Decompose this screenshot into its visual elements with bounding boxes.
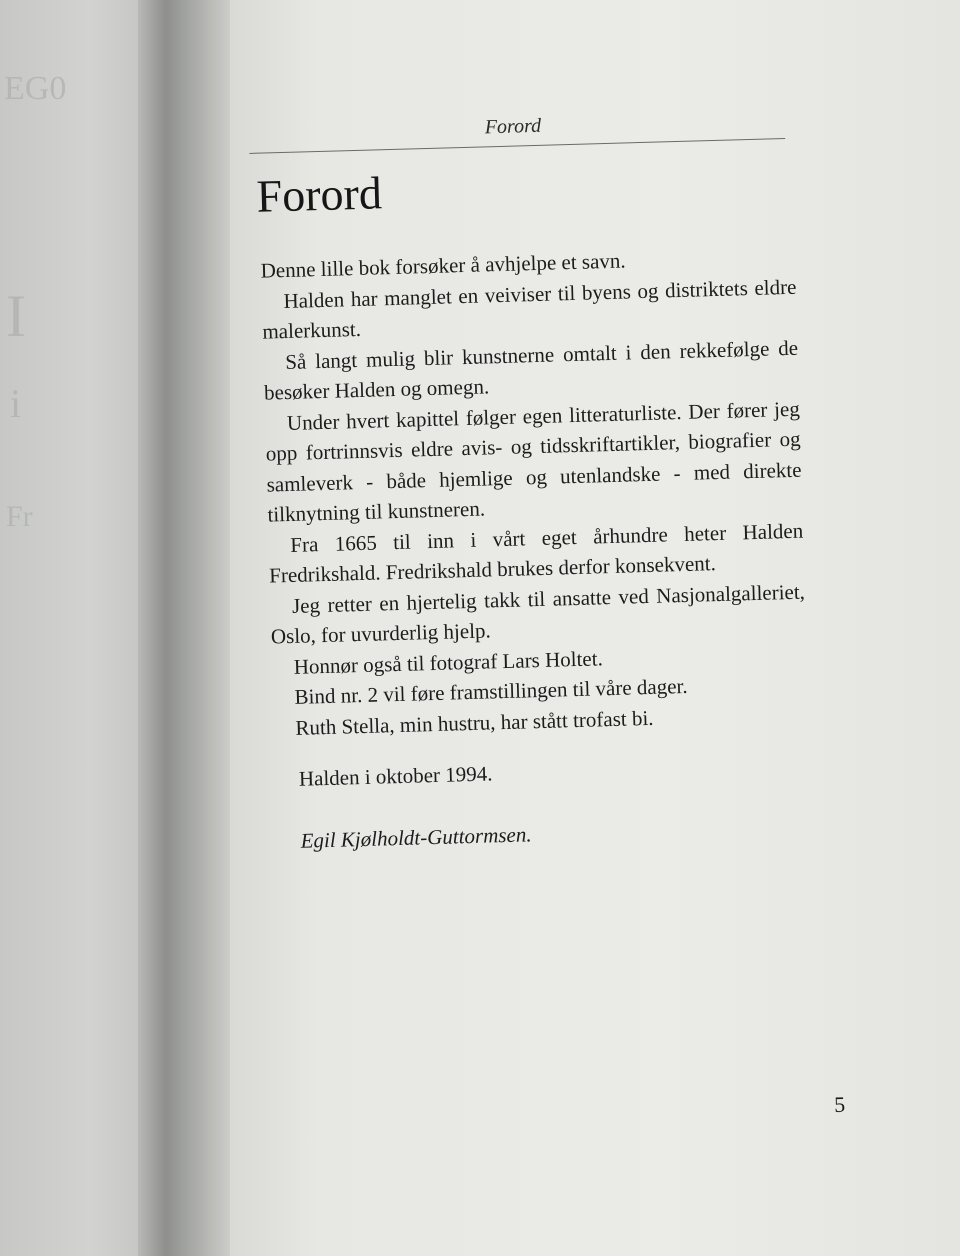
left-page-text: EG0 (4, 70, 67, 107)
paragraph: Ruth Stella, min hustru, har stått trofast bi. (295, 705, 654, 740)
chapter-title: Forord (255, 167, 383, 222)
running-head: Forord (484, 114, 542, 139)
body-text (260, 241, 808, 744)
author-signature: Egil Kjølholdt-Guttormsen. (300, 822, 532, 853)
left-page-text: I (6, 283, 26, 349)
paragraph: Under hvert kapittel følger egen litteraturliste. Der fører jeg opp fortrinnsvis eldre avis- og tidsskriftartikler, biografier og samleverk - både hjemlige og utenlandske - med direkte tilknytning til kunstneren. (265, 396, 802, 527)
paragraph: Så langt mulig blir kunstnerne omtalt i den rekkefølge de besøker Halden og omegn. (263, 335, 799, 405)
page-number: 5 (833, 1091, 846, 1117)
paragraph: Honnør også til fotograf Lars Holtet. (293, 645, 604, 679)
left-page-text: Fr (6, 500, 33, 533)
paragraph: Fra 1665 til inn i vårt eget århundre heter Halden Fredrikshald. Fredrikshald brukes derfor konsekvent. (268, 518, 804, 588)
running-head-rule (249, 138, 785, 154)
paragraph: Denne lille bok forsøker å avhjelpe et savn. (260, 248, 626, 283)
paragraph: Halden har manglet en veiviser til byens og distriktets eldre malerkunst. (262, 274, 797, 344)
paragraph: Jeg retter en hjertelig takk til ansatte ved Nasjonalgalleriet, Oslo, for uvurderlig hjelp. (270, 579, 806, 649)
paragraph: Bind nr. 2 vil føre framstillingen til våre dager. (294, 673, 688, 709)
dateline: Halden i oktober 1994. (298, 761, 493, 791)
left-page-text: i (10, 381, 22, 426)
